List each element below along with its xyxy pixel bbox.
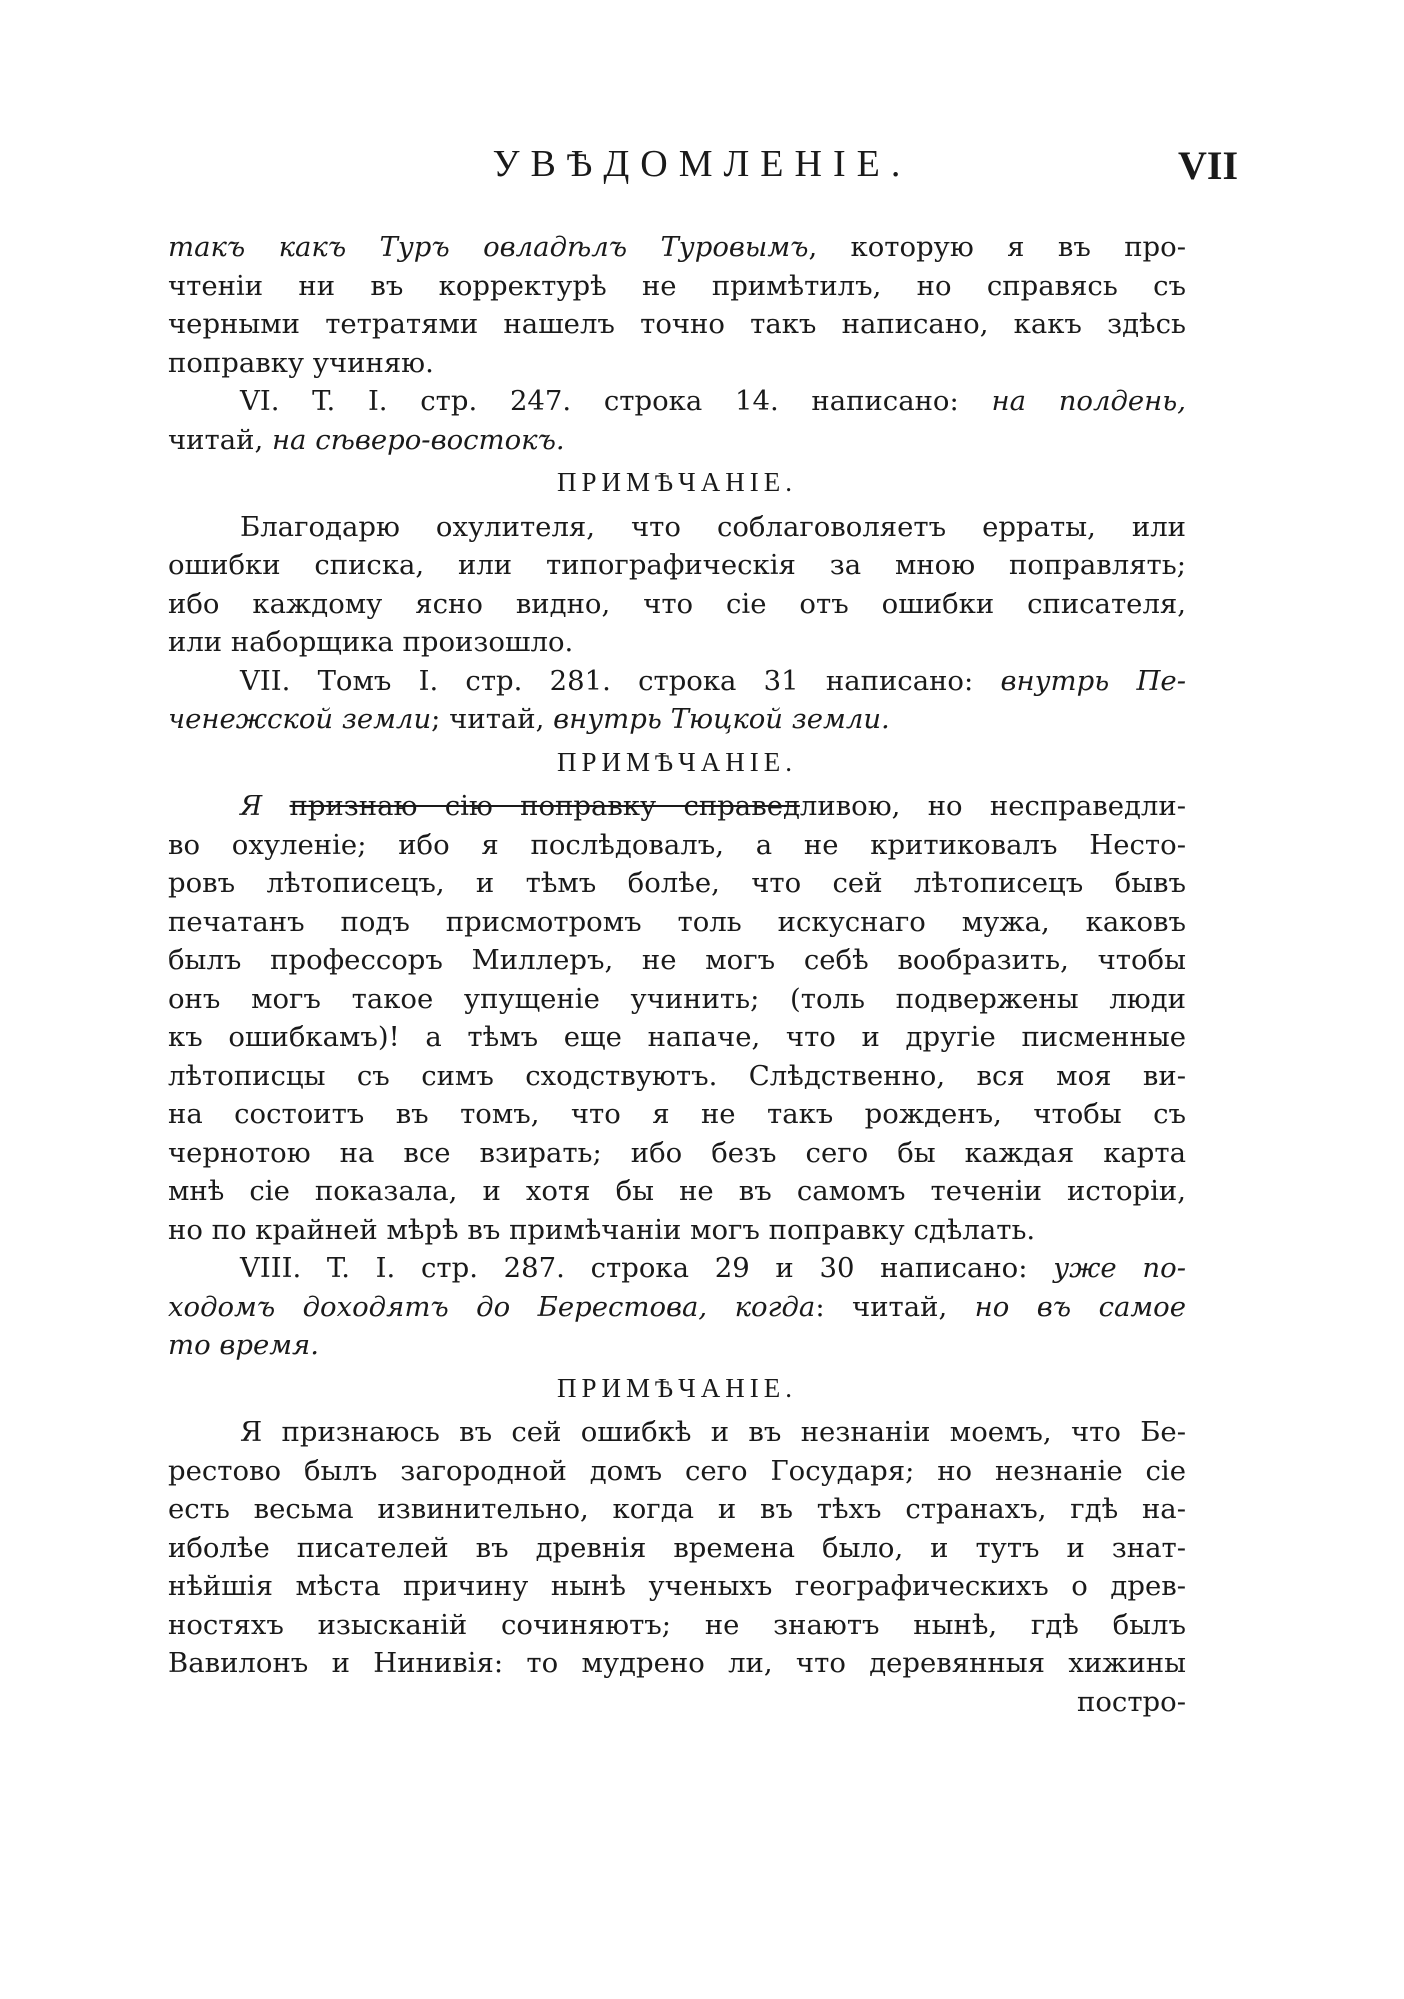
text-line: есть весьма извинительно, когда и въ тѣхъ странахъ, гдѣ на- [168, 1493, 1186, 1525]
text-line: нѣйшія мѣста причину нынѣ ученыхъ географическихъ о древ- [168, 1570, 1186, 1602]
section-heading: ПРИМѢЧАНІЕ. [557, 467, 797, 497]
text-line: но по крайней мѣрѣ въ примѣчаніи могъ поправку сдѣлать. [168, 1213, 1036, 1246]
text-line: такъ какъ Туръ овладѣлъ Туровымъ, которую я въ про- [168, 231, 1186, 263]
errata-item-6: VI. T. I. стр. 247. строка 14. написано: на полдень, [240, 385, 1187, 417]
text-line: ченежской земли; читай, внутрь Тюцкой земли. [168, 703, 890, 735]
section-heading: ПРИМѢЧАНІЕ. [557, 746, 797, 777]
struck-text: признаю сію поправку справед [289, 790, 800, 822]
text-line: или наборщика произошло. [168, 626, 574, 658]
text-line: къ ошибкамъ)! а тѣмъ еще напаче, что и другіе писменные [168, 1021, 1186, 1053]
text-line: ошибки списка, или типографическія за мною поправлять; [168, 549, 1186, 581]
text-line: во охуленіе; ибо я послѣдовалъ, а не критиковалъ Несто- [168, 828, 1186, 861]
text-line: Я признаю сію поправку справедливою, но несправедли- [240, 790, 1186, 822]
section-heading: ПРИМѢЧАНІЕ. [557, 1372, 797, 1403]
text-line: ностяхъ изысканій сочиняютъ; не знаютъ нынѣ, гдѣ былъ [168, 1608, 1186, 1641]
text-line: чтеніи ни въ корректурѣ не примѣтилъ, но справясь съ [168, 269, 1186, 302]
text-line: чернотою на все взирать; ибо безъ сего бы каждая карта [168, 1136, 1186, 1169]
text-line: мнѣ сіе показала, и хотя бы не въ самомъ теченіи исторіи, [168, 1175, 1186, 1207]
catchword: постро- [1077, 1685, 1186, 1718]
text-line: иболѣе писателей въ древнія времена было, и тутъ и знат- [168, 1531, 1186, 1564]
text-line: Я признаюсь въ сей ошибкѣ и въ незнаніи моемъ, что Бе- [240, 1416, 1186, 1448]
text-line: Вавилонъ и Нинивія: то мудрено ли, что деревянныя хижины [168, 1647, 1186, 1679]
text-line: то время. [168, 1329, 320, 1361]
text-line: онъ могъ такое упущеніе учинить; (толь подвержены люди [168, 982, 1186, 1015]
page-number: VII [1178, 143, 1239, 188]
text-line: на состоитъ въ томъ, что я не такъ рожденъ, чтобы съ [168, 1098, 1186, 1130]
main-text [168, 228, 1186, 1721]
text-line: рестово былъ загородной домъ сего Государя; но незнаніе сіе [168, 1454, 1186, 1487]
text-line: поправку учиняю. [168, 346, 434, 379]
text-line: былъ профессоръ Миллеръ, не могъ себѣ вообразить, чтобы [168, 944, 1186, 976]
running-title: УВѢДОМЛЕНІЕ. [492, 143, 912, 185]
errata-item-8: VIII. T. I. стр. 287. строка 29 и 30 написано: уже по- [240, 1252, 1186, 1284]
text-line: Благодарю охулителя, что соблаговоляетъ ерраты, или [240, 510, 1186, 543]
text-line: читай, на сѣверо-востокъ. [168, 423, 565, 456]
text-line: ровъ лѣтописецъ, и тѣмъ болѣе, что сей лѣтописецъ бывъ [168, 867, 1186, 899]
text-line: печатанъ подъ присмотромъ толь искуснаго мужа, каковъ [168, 905, 1186, 938]
text-line: лѣтописцы съ симъ сходствуютъ. Слѣдственно, вся моя ви- [168, 1059, 1186, 1092]
text-line: ходомъ доходятъ до Берестова, когда: читай, но въ самое [168, 1290, 1187, 1323]
text-line: черными тетратями нашелъ точно такъ написано, какъ здѣсь [168, 308, 1186, 340]
text-line: ибо каждому ясно видно, что сіе отъ ошибки списателя, [168, 587, 1186, 620]
errata-item-7: VII. Томъ I. стр. 281. строка 31 написано: внутрь Пе- [240, 664, 1186, 697]
